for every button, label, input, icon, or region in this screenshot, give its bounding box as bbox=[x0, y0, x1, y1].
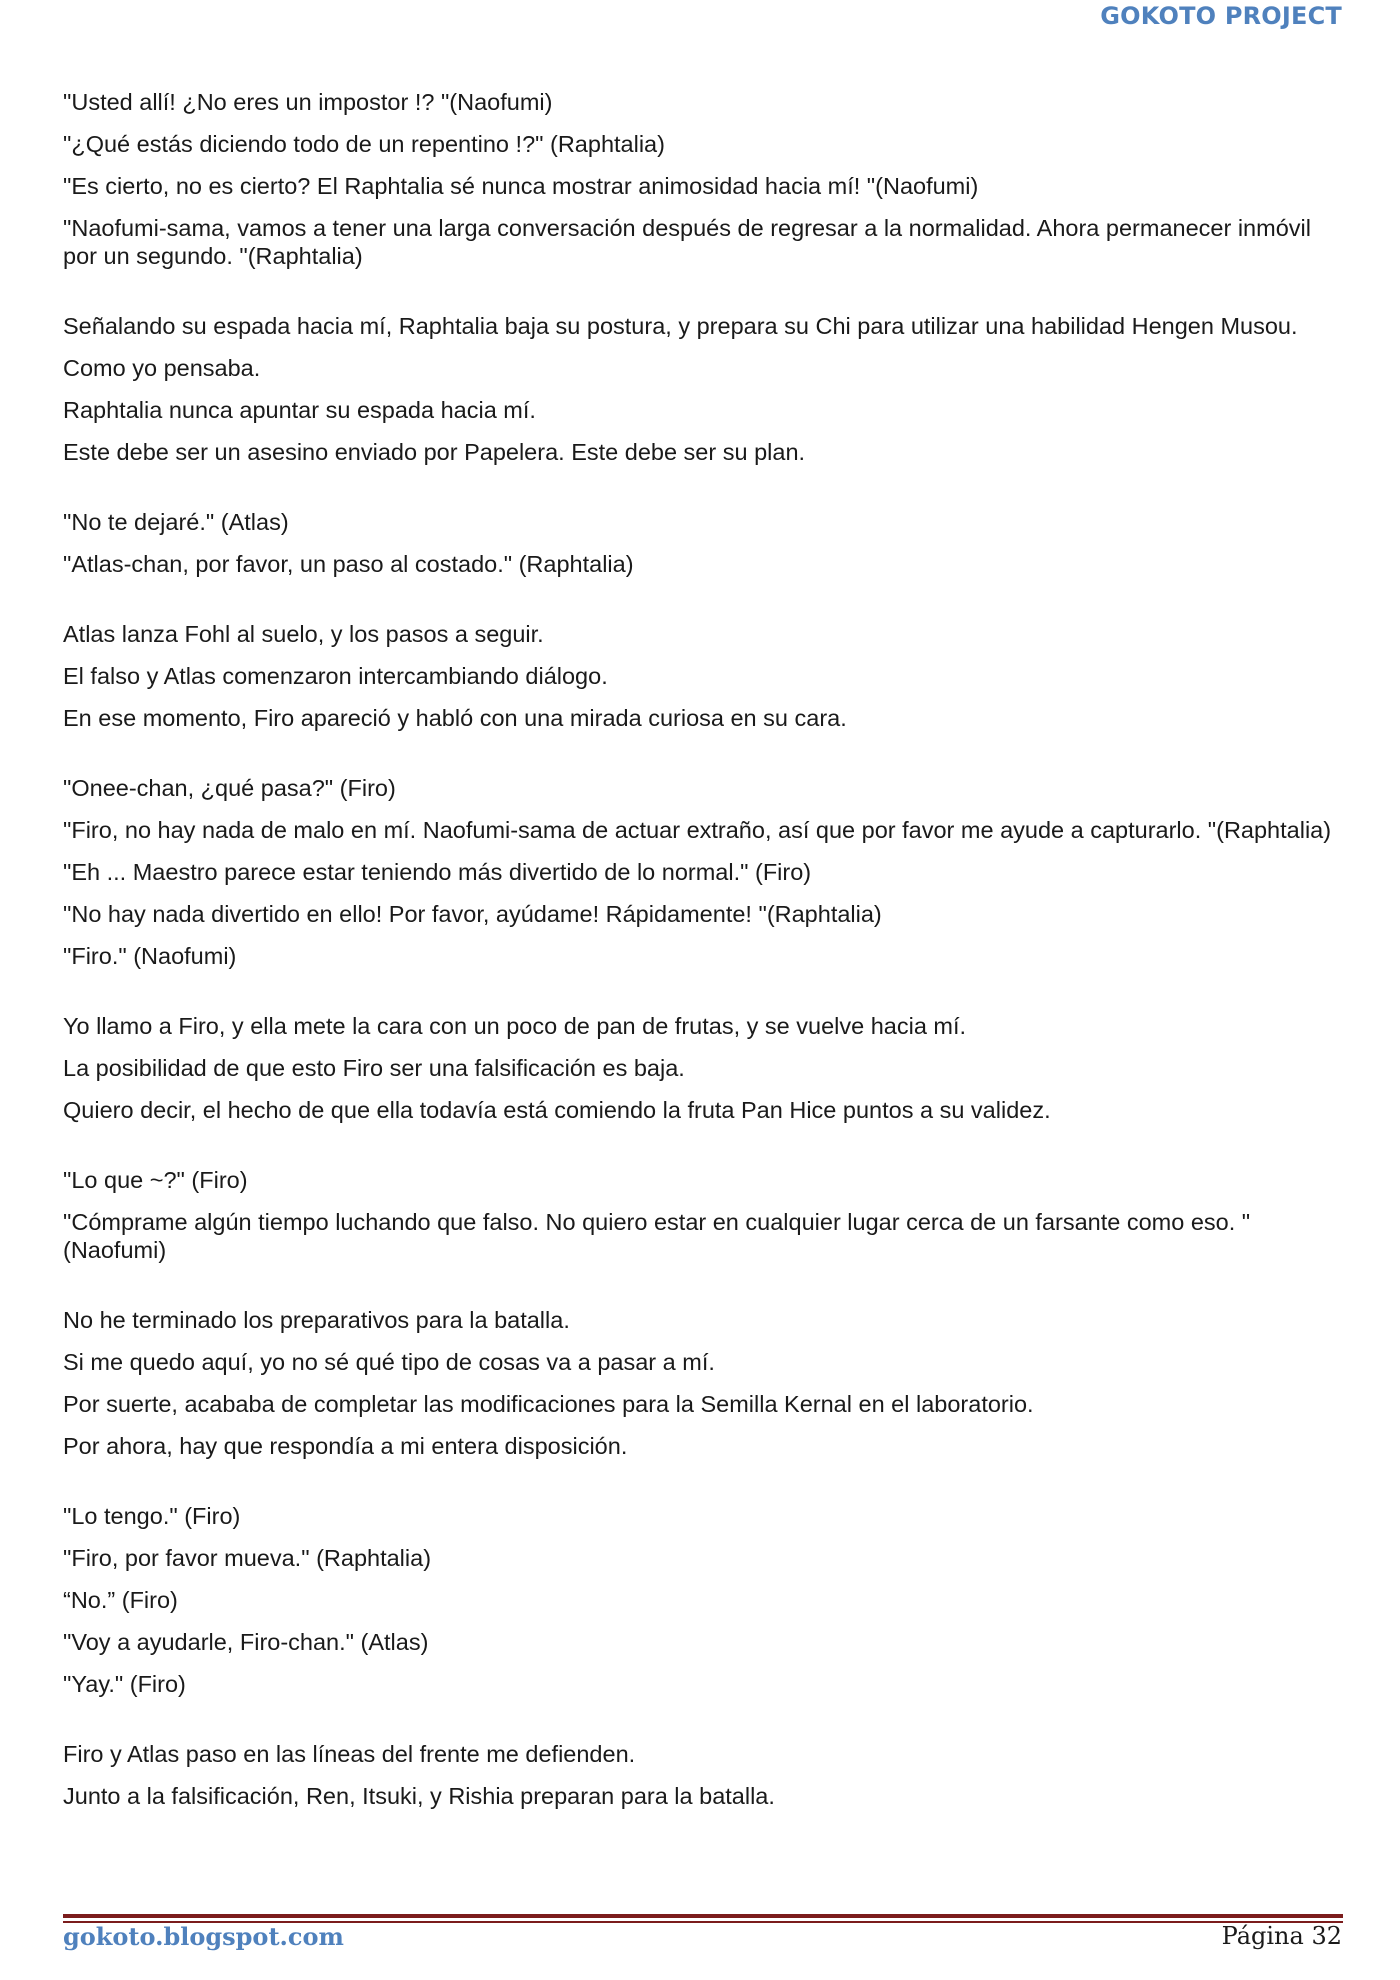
header-brand: GOKOTO PROJECT bbox=[1100, 2, 1342, 30]
paragraph: "Es cierto, no es cierto? El Raphtalia sé nunca mostrar animosidad hacia mí! "(Naofumi) bbox=[63, 173, 979, 199]
paragraph: Atlas lanza Fohl al suelo, y los pasos a seguir. bbox=[63, 621, 544, 647]
paragraph: “No.” (Firo) bbox=[63, 1587, 178, 1613]
paragraph: Señalando su espada hacia mí, Raphtalia baja su postura, y prepara su Chi para utilizar una habilidad Hengen Musou. bbox=[63, 313, 1298, 339]
paragraph: En ese momento, Firo apareció y habló con una mirada curiosa en su cara. bbox=[63, 705, 847, 731]
paragraph: Por ahora, hay que respondía a mi entera disposición. bbox=[63, 1433, 628, 1459]
paragraph: "Lo tengo." (Firo) bbox=[63, 1503, 241, 1529]
paragraph: Quiero decir, el hecho de que ella todavía está comiendo la fruta Pan Hice puntos a su validez. bbox=[63, 1097, 1051, 1123]
document-body bbox=[63, 88, 1333, 1824]
paragraph: No he terminado los preparativos para la batalla. bbox=[63, 1307, 570, 1333]
paragraph: "Cómprame algún tiempo luchando que falso. No quiero estar en cualquier lugar cerca de un farsante como eso. "(Naofumi) bbox=[63, 1209, 1251, 1263]
paragraph: Este debe ser un asesino enviado por Papelera. Este debe ser su plan. bbox=[63, 439, 806, 465]
paragraph: "Atlas-chan, por favor, un paso al costado." (Raphtalia) bbox=[63, 551, 634, 577]
paragraph: "Onee-chan, ¿qué pasa?" (Firo) bbox=[63, 775, 396, 801]
paragraph: "Firo, no hay nada de malo en mí. Naofumi-sama de actuar extraño, así que por favor me ayude a capturarlo. "(Raphtalia) bbox=[63, 817, 1332, 843]
paragraph: Como yo pensaba. bbox=[63, 355, 261, 381]
paragraph: Raphtalia nunca apuntar su espada hacia mí. bbox=[63, 397, 536, 423]
paragraph: "Yay." (Firo) bbox=[63, 1671, 186, 1697]
paragraph: "No hay nada divertido en ello! Por favor, ayúdame! Rápidamente! "(Raphtalia) bbox=[63, 901, 882, 927]
paragraph: Por suerte, acababa de completar las modificaciones para la Semilla Kernal en el laboratorio. bbox=[63, 1391, 1034, 1417]
paragraph: "No te dejaré." (Atlas) bbox=[63, 509, 289, 535]
paragraph: El falso y Atlas comenzaron intercambiando diálogo. bbox=[63, 663, 608, 689]
paragraph: Yo llamo a Firo, y ella mete la cara con un poco de pan de frutas, y se vuelve hacia mí. bbox=[63, 1013, 967, 1039]
paragraph: Junto a la falsificación, Ren, Itsuki, y Rishia preparan para la batalla. bbox=[63, 1783, 775, 1809]
paragraph: La posibilidad de que esto Firo ser una falsificación es baja. bbox=[63, 1055, 685, 1081]
paragraph: "Firo, por favor mueva." (Raphtalia) bbox=[63, 1545, 432, 1571]
paragraph: Si me quedo aquí, yo no sé qué tipo de cosas va a pasar a mí. bbox=[63, 1349, 715, 1375]
footer-page-number: Página 32 bbox=[1221, 1922, 1342, 1950]
paragraph: "Eh ... Maestro parece estar teniendo más divertido de lo normal." (Firo) bbox=[63, 859, 812, 885]
paragraph: "¿Qué estás diciendo todo de un repentino !?" (Raphtalia) bbox=[63, 131, 665, 157]
paragraph: Firo y Atlas paso en las líneas del frente me defienden. bbox=[63, 1741, 636, 1767]
footer-divider-thick bbox=[63, 1914, 1343, 1918]
paragraph: "Naofumi-sama, vamos a tener una larga conversación después de regresar a la normalidad. Ahora permanecer inmóvil por un segundo. "(Raphtalia) bbox=[63, 215, 1311, 269]
paragraph: "Voy a ayudarle, Firo-chan." (Atlas) bbox=[63, 1629, 429, 1655]
paragraph: "Lo que ~?" (Firo) bbox=[63, 1167, 248, 1193]
paragraph: "Firo." (Naofumi) bbox=[63, 943, 237, 969]
paragraph: "Usted allí! ¿No eres un impostor !? "(Naofumi) bbox=[63, 89, 553, 115]
footer-site-link[interactable]: gokoto.blogspot.com bbox=[63, 1922, 344, 1951]
